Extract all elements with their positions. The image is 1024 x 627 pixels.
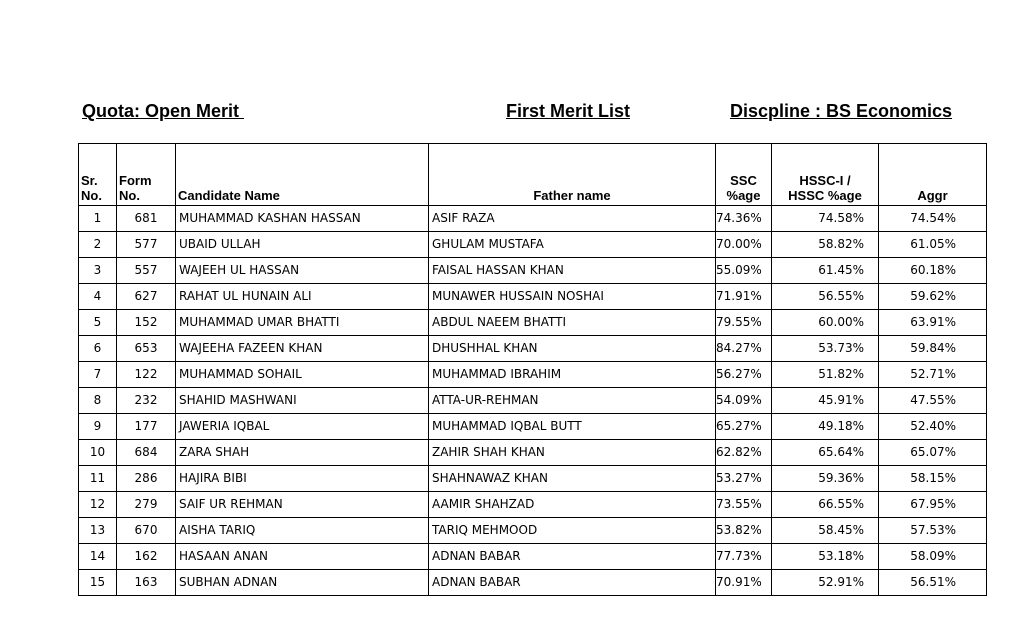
cell-sr: 7 xyxy=(79,362,117,388)
cell-father-name: MUHAMMAD IQBAL BUTT xyxy=(429,414,716,440)
cell-form: 232 xyxy=(117,388,176,414)
discipline-heading: Discpline : BS Economics xyxy=(730,101,953,121)
cell-candidate-name: HASAAN ANAN xyxy=(176,544,429,570)
col-header-sr: Sr. No. xyxy=(79,144,117,206)
cell-ssc: 62.82% xyxy=(716,440,772,466)
cell-ssc: 55.09% xyxy=(716,258,772,284)
col-header-form: Form No. xyxy=(117,144,176,206)
cell-father-name: MUNAWER HUSSAIN NOSHAI xyxy=(429,284,716,310)
cell-ssc: 73.55% xyxy=(716,492,772,518)
cell-hssc: 74.58% xyxy=(772,206,879,232)
cell-father-name: ABDUL NAEEM BHATTI xyxy=(429,310,716,336)
cell-form: 163 xyxy=(117,570,176,596)
table-row xyxy=(79,570,987,596)
cell-form: 162 xyxy=(117,544,176,570)
table-row xyxy=(79,492,987,518)
cell-form: 122 xyxy=(117,362,176,388)
cell-sr: 3 xyxy=(79,258,117,284)
cell-candidate-name: WAJEEH UL HASSAN xyxy=(176,258,429,284)
cell-father-name: MUHAMMAD IBRAHIM xyxy=(429,362,716,388)
table-row xyxy=(79,518,987,544)
col-header-father: Father name xyxy=(429,144,716,206)
cell-aggr: 57.53% xyxy=(879,518,987,544)
cell-aggr: 60.18% xyxy=(879,258,987,284)
cell-candidate-name: UBAID ULLAH xyxy=(176,232,429,258)
cell-sr: 6 xyxy=(79,336,117,362)
table-row xyxy=(79,206,987,232)
cell-aggr: 59.84% xyxy=(879,336,987,362)
cell-sr: 14 xyxy=(79,544,117,570)
table-row xyxy=(79,466,987,492)
cell-candidate-name: SHAHID MASHWANI xyxy=(176,388,429,414)
cell-father-name: FAISAL HASSAN KHAN xyxy=(429,258,716,284)
cell-candidate-name: SAIF UR REHMAN xyxy=(176,492,429,518)
table-row xyxy=(79,414,987,440)
cell-aggr: 67.95% xyxy=(879,492,987,518)
quota-heading: Quota: Open Merit xyxy=(82,101,244,121)
merit-list-table xyxy=(78,143,987,596)
cell-form: 684 xyxy=(117,440,176,466)
col-header-candidate: Candidate Name xyxy=(176,144,429,206)
cell-father-name: SHAHNAWAZ KHAN xyxy=(429,466,716,492)
merit-list-title: First Merit List xyxy=(506,101,631,121)
cell-ssc: 84.27% xyxy=(716,336,772,362)
cell-father-name: ADNAN BABAR xyxy=(429,570,716,596)
cell-father-name: ASIF RAZA xyxy=(429,206,716,232)
cell-aggr: 56.51% xyxy=(879,570,987,596)
cell-hssc: 65.64% xyxy=(772,440,879,466)
cell-hssc: 53.73% xyxy=(772,336,879,362)
cell-form: 279 xyxy=(117,492,176,518)
col-header-hssc: HSSC-I / HSSC %age xyxy=(772,144,879,206)
cell-candidate-name: SUBHAN ADNAN xyxy=(176,570,429,596)
col-header-ssc: SSC %age xyxy=(716,144,772,206)
cell-ssc: 70.91% xyxy=(716,570,772,596)
cell-aggr: 58.09% xyxy=(879,544,987,570)
cell-sr: 8 xyxy=(79,388,117,414)
cell-hssc: 61.45% xyxy=(772,258,879,284)
cell-candidate-name: RAHAT UL HUNAIN ALI xyxy=(176,284,429,310)
cell-candidate-name: ZARA SHAH xyxy=(176,440,429,466)
cell-sr: 10 xyxy=(79,440,117,466)
table-row xyxy=(79,258,987,284)
cell-candidate-name: HAJIRA BIBI xyxy=(176,466,429,492)
cell-ssc: 71.91% xyxy=(716,284,772,310)
cell-ssc: 53.27% xyxy=(716,466,772,492)
cell-ssc: 56.27% xyxy=(716,362,772,388)
cell-aggr: 63.91% xyxy=(879,310,987,336)
cell-form: 577 xyxy=(117,232,176,258)
cell-father-name: DHUSHHAL KHAN xyxy=(429,336,716,362)
cell-form: 557 xyxy=(117,258,176,284)
cell-aggr: 52.40% xyxy=(879,414,987,440)
cell-candidate-name: JAWERIA IQBAL xyxy=(176,414,429,440)
cell-ssc: 70.00% xyxy=(716,232,772,258)
cell-father-name: ADNAN BABAR xyxy=(429,544,716,570)
cell-sr: 13 xyxy=(79,518,117,544)
cell-form: 152 xyxy=(117,310,176,336)
cell-hssc: 45.91% xyxy=(772,388,879,414)
cell-hssc: 52.91% xyxy=(772,570,879,596)
cell-aggr: 65.07% xyxy=(879,440,987,466)
cell-candidate-name: MUHAMMAD UMAR BHATTI xyxy=(176,310,429,336)
table-row xyxy=(79,336,987,362)
table-row xyxy=(79,544,987,570)
table-row xyxy=(79,440,987,466)
cell-sr: 9 xyxy=(79,414,117,440)
cell-hssc: 58.82% xyxy=(772,232,879,258)
cell-sr: 11 xyxy=(79,466,117,492)
cell-ssc: 65.27% xyxy=(716,414,772,440)
col-header-aggr: Aggr xyxy=(879,144,987,206)
cell-form: 653 xyxy=(117,336,176,362)
cell-form: 670 xyxy=(117,518,176,544)
cell-ssc: 77.73% xyxy=(716,544,772,570)
cell-father-name: GHULAM MUSTAFA xyxy=(429,232,716,258)
cell-hssc: 49.18% xyxy=(772,414,879,440)
cell-sr: 1 xyxy=(79,206,117,232)
cell-candidate-name: AISHA TARIQ xyxy=(176,518,429,544)
table-row xyxy=(79,310,987,336)
cell-hssc: 58.45% xyxy=(772,518,879,544)
table-row xyxy=(79,284,987,310)
cell-aggr: 59.62% xyxy=(879,284,987,310)
cell-father-name: AAMIR SHAHZAD xyxy=(429,492,716,518)
cell-candidate-name: WAJEEHA FAZEEN KHAN xyxy=(176,336,429,362)
cell-aggr: 47.55% xyxy=(879,388,987,414)
cell-hssc: 59.36% xyxy=(772,466,879,492)
cell-father-name: ATTA-UR-REHMAN xyxy=(429,388,716,414)
cell-sr: 4 xyxy=(79,284,117,310)
cell-form: 177 xyxy=(117,414,176,440)
cell-ssc: 54.09% xyxy=(716,388,772,414)
cell-father-name: ZAHIR SHAH KHAN xyxy=(429,440,716,466)
cell-form: 286 xyxy=(117,466,176,492)
cell-hssc: 51.82% xyxy=(772,362,879,388)
cell-sr: 15 xyxy=(79,570,117,596)
cell-form: 681 xyxy=(117,206,176,232)
table-row xyxy=(79,232,987,258)
cell-sr: 12 xyxy=(79,492,117,518)
cell-father-name: TARIQ MEHMOOD xyxy=(429,518,716,544)
cell-ssc: 53.82% xyxy=(716,518,772,544)
cell-sr: 2 xyxy=(79,232,117,258)
cell-aggr: 61.05% xyxy=(879,232,987,258)
cell-candidate-name: MUHAMMAD KASHAN HASSAN xyxy=(176,206,429,232)
cell-candidate-name: MUHAMMAD SOHAIL xyxy=(176,362,429,388)
cell-ssc: 74.36% xyxy=(716,206,772,232)
cell-aggr: 52.71% xyxy=(879,362,987,388)
table-row xyxy=(79,362,987,388)
cell-sr: 5 xyxy=(79,310,117,336)
cell-hssc: 56.55% xyxy=(772,284,879,310)
cell-aggr: 58.15% xyxy=(879,466,987,492)
cell-hssc: 60.00% xyxy=(772,310,879,336)
table-header-row xyxy=(79,144,987,206)
cell-form: 627 xyxy=(117,284,176,310)
table-row xyxy=(79,388,987,414)
cell-ssc: 79.55% xyxy=(716,310,772,336)
cell-hssc: 66.55% xyxy=(772,492,879,518)
cell-aggr: 74.54% xyxy=(879,206,987,232)
cell-hssc: 53.18% xyxy=(772,544,879,570)
